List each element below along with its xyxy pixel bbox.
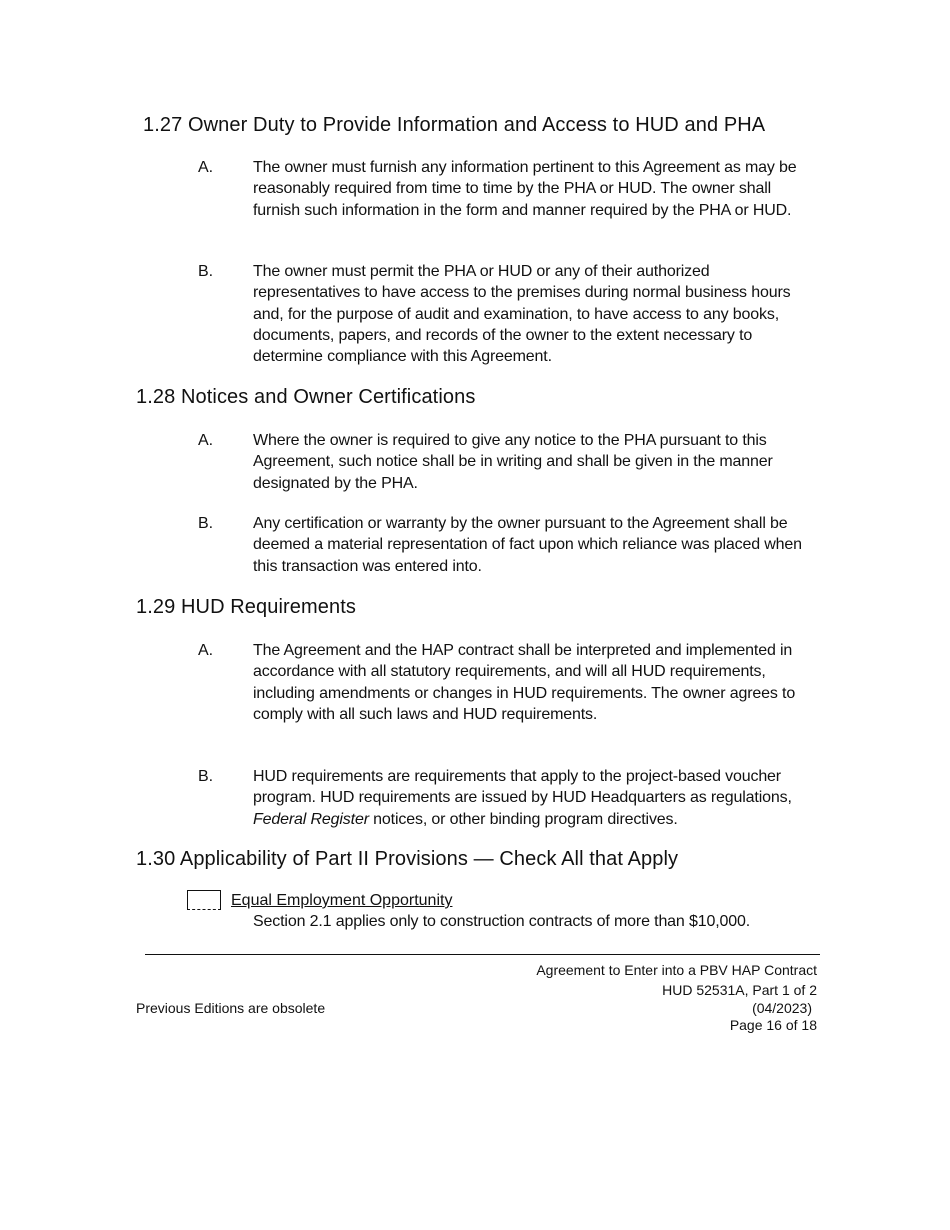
item-text-start: HUD requirements are requirements that apply to the project-based voucher program. HUD requirements are issued by HUD Headquarters as regulations, [253,768,792,807]
item-label: B. [198,263,214,280]
section-heading-1-28: 1.28 Notices and Owner Certifications [136,386,476,408]
item-text: Any certification or warranty by the owner pursuant to the Agreement shall be deemed a material representation of fact upon which reliance was placed when this transaction was entered into. [253,515,802,575]
footer-title: Agreement to Enter into a PBV HAP Contract [536,962,817,978]
item-text-end: notices, or other binding program directives. [368,810,678,828]
footer-date: (04/2023) [752,1000,812,1016]
item-label: A. [198,159,214,176]
footer-obsolete-note: Previous Editions are obsolete [136,1000,326,1016]
item-text: The owner must furnish any information pertinent to this Agreement as may be reasonably required from time to time by the PHA or HUD. The owner shall furnish such information in the form and manner required by the PHA or HUD. [253,159,797,219]
section-heading-1-29: 1.29 HUD Requirements [136,596,356,618]
item-text: The Agreement and the HAP contract shall be interpreted and implemented in accordance with all statutory requirements, and will all HUD requirements, including amendments or changes in HUD requirements. The owner agrees to comply with all such laws and HUD requirements. [253,642,796,723]
item-label: A. [198,642,214,659]
item-label: B. [198,515,214,532]
footer-divider [145,954,820,955]
eeo-checkbox[interactable] [187,890,221,910]
item-text: Where the owner is required to give any notice to the PHA pursuant to this Agreement, such notice shall be in writing and shall be given in the manner designated by the PHA. [253,432,773,492]
footer-page-number: Page 16 of 18 [729,1017,817,1033]
footer-form-number: HUD 52531A, Part 1 of 2 [662,982,817,998]
item-label: B. [198,768,214,785]
section-heading-1-30: 1.30 Applicability of Part II Provisions — Check All that Apply [136,848,679,870]
section-heading-1-27: 1.27 Owner Duty to Provide Information and Access to HUD and PHA [143,114,766,136]
federal-register-italic: Federal Register [253,810,369,828]
item-text: The owner must permit the PHA or HUD or any of their authorized representatives to have access to the premises during normal business hours and, for the purpose of audit and examination, to have access to any books, documents, papers, and records of the owner to the extent necessary to determine compliance with this Agreement. [253,263,791,366]
eeo-label: Equal Employment Opportunity [231,892,453,909]
eeo-description: Section 2.1 applies only to construction contracts of more than $10,000. [253,913,751,930]
item-label: A. [198,432,214,449]
item-text [253,766,808,830]
